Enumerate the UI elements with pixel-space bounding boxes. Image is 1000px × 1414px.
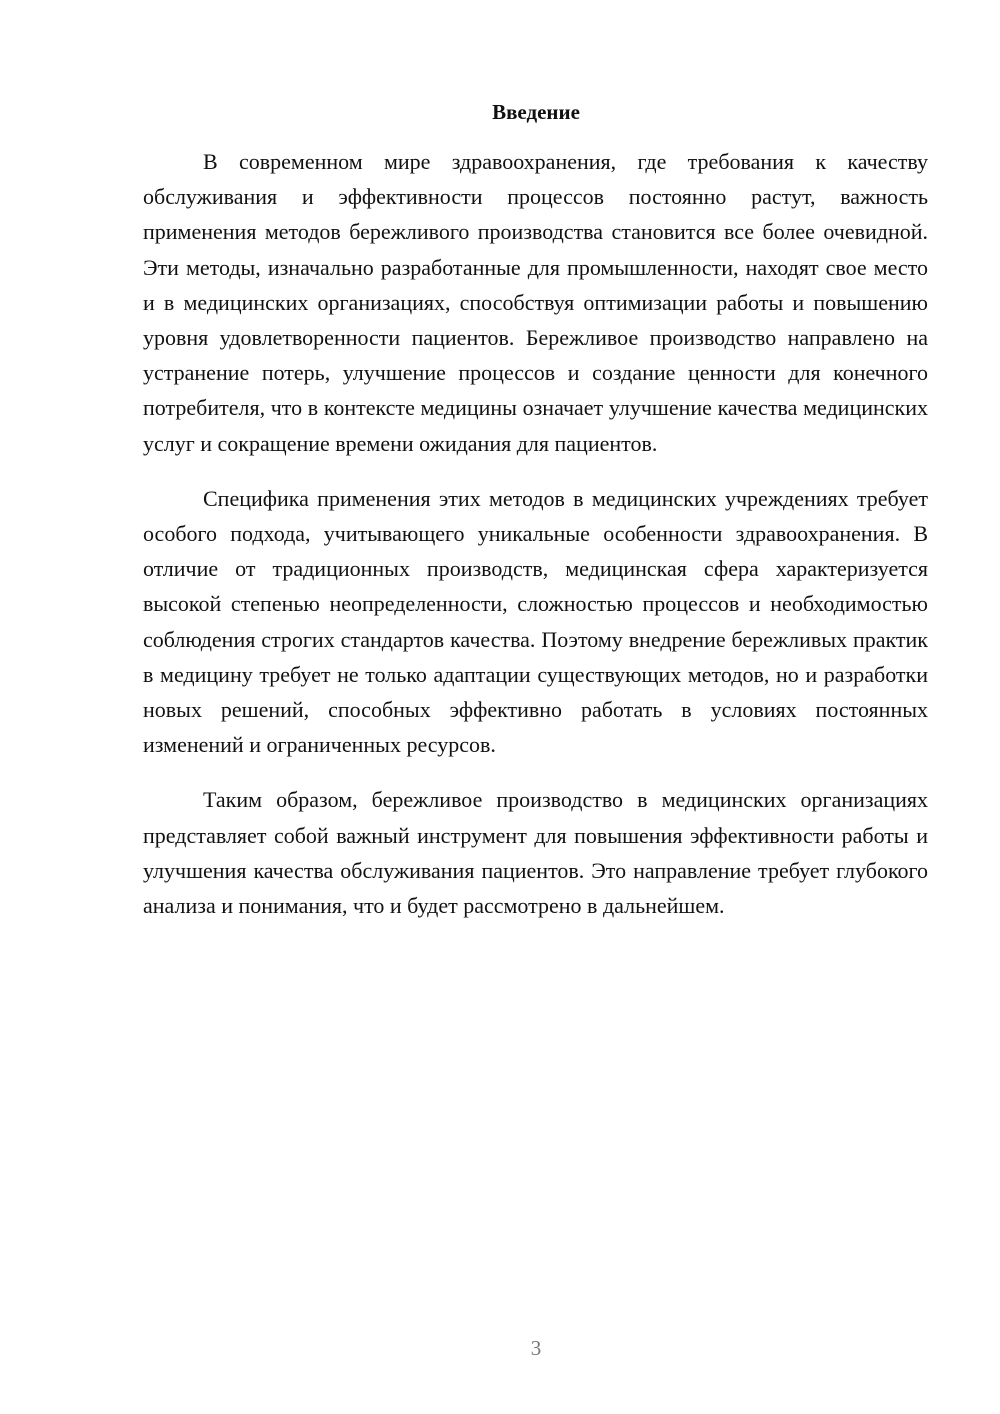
paragraph-3: Таким образом, бережливое производство в медицинских организациях представляет собой важный инструмент для повышения эффективности работы и улучшения качества обслуживания пациентов. Это направление требует глубокого анализа и понимания, что и будет рассмотрено в дальнейшем. (143, 787, 928, 919)
paragraph-2: Специфика применения этих методов в медицинских учреждениях требует особого подхода, учитывающего уникальные особенности здравоохранения. В отличие от традиционных производств, медицинская сфера характеризуется высокой степенью неопределенности, сложностью процессов и необходимостью соблюдения строгих стандартов качества. Поэтому внедрение бережливых практик в медицину требует не только адаптации существующих методов, но и разработки новых решений, способных эффективно работать в условиях постоянных изменений и ограниченных ресурсов. (143, 485, 928, 758)
body-text (143, 144, 928, 923)
section-heading: Введение (492, 100, 580, 124)
paragraph-1: В современном мире здравоохранения, где требования к качеству обслуживания и эффективности процессов постоянно растут, важность применения методов бережливого производства становится все более очевидной. Эти методы, изначально разработанные для промышленности, находят свое место и в медицинских организациях, способствуя оптимизации работы и повышению уровня удовлетворенности пациентов. Бережливое производство направлено на устранение потерь, улучшение процессов и создание ценности для конечного потребителя, что в контексте медицины означает улучшение качества медицинских услуг и сокращение времени ожидания для пациентов. (143, 149, 928, 456)
page-number: 3 (530, 1336, 542, 1360)
